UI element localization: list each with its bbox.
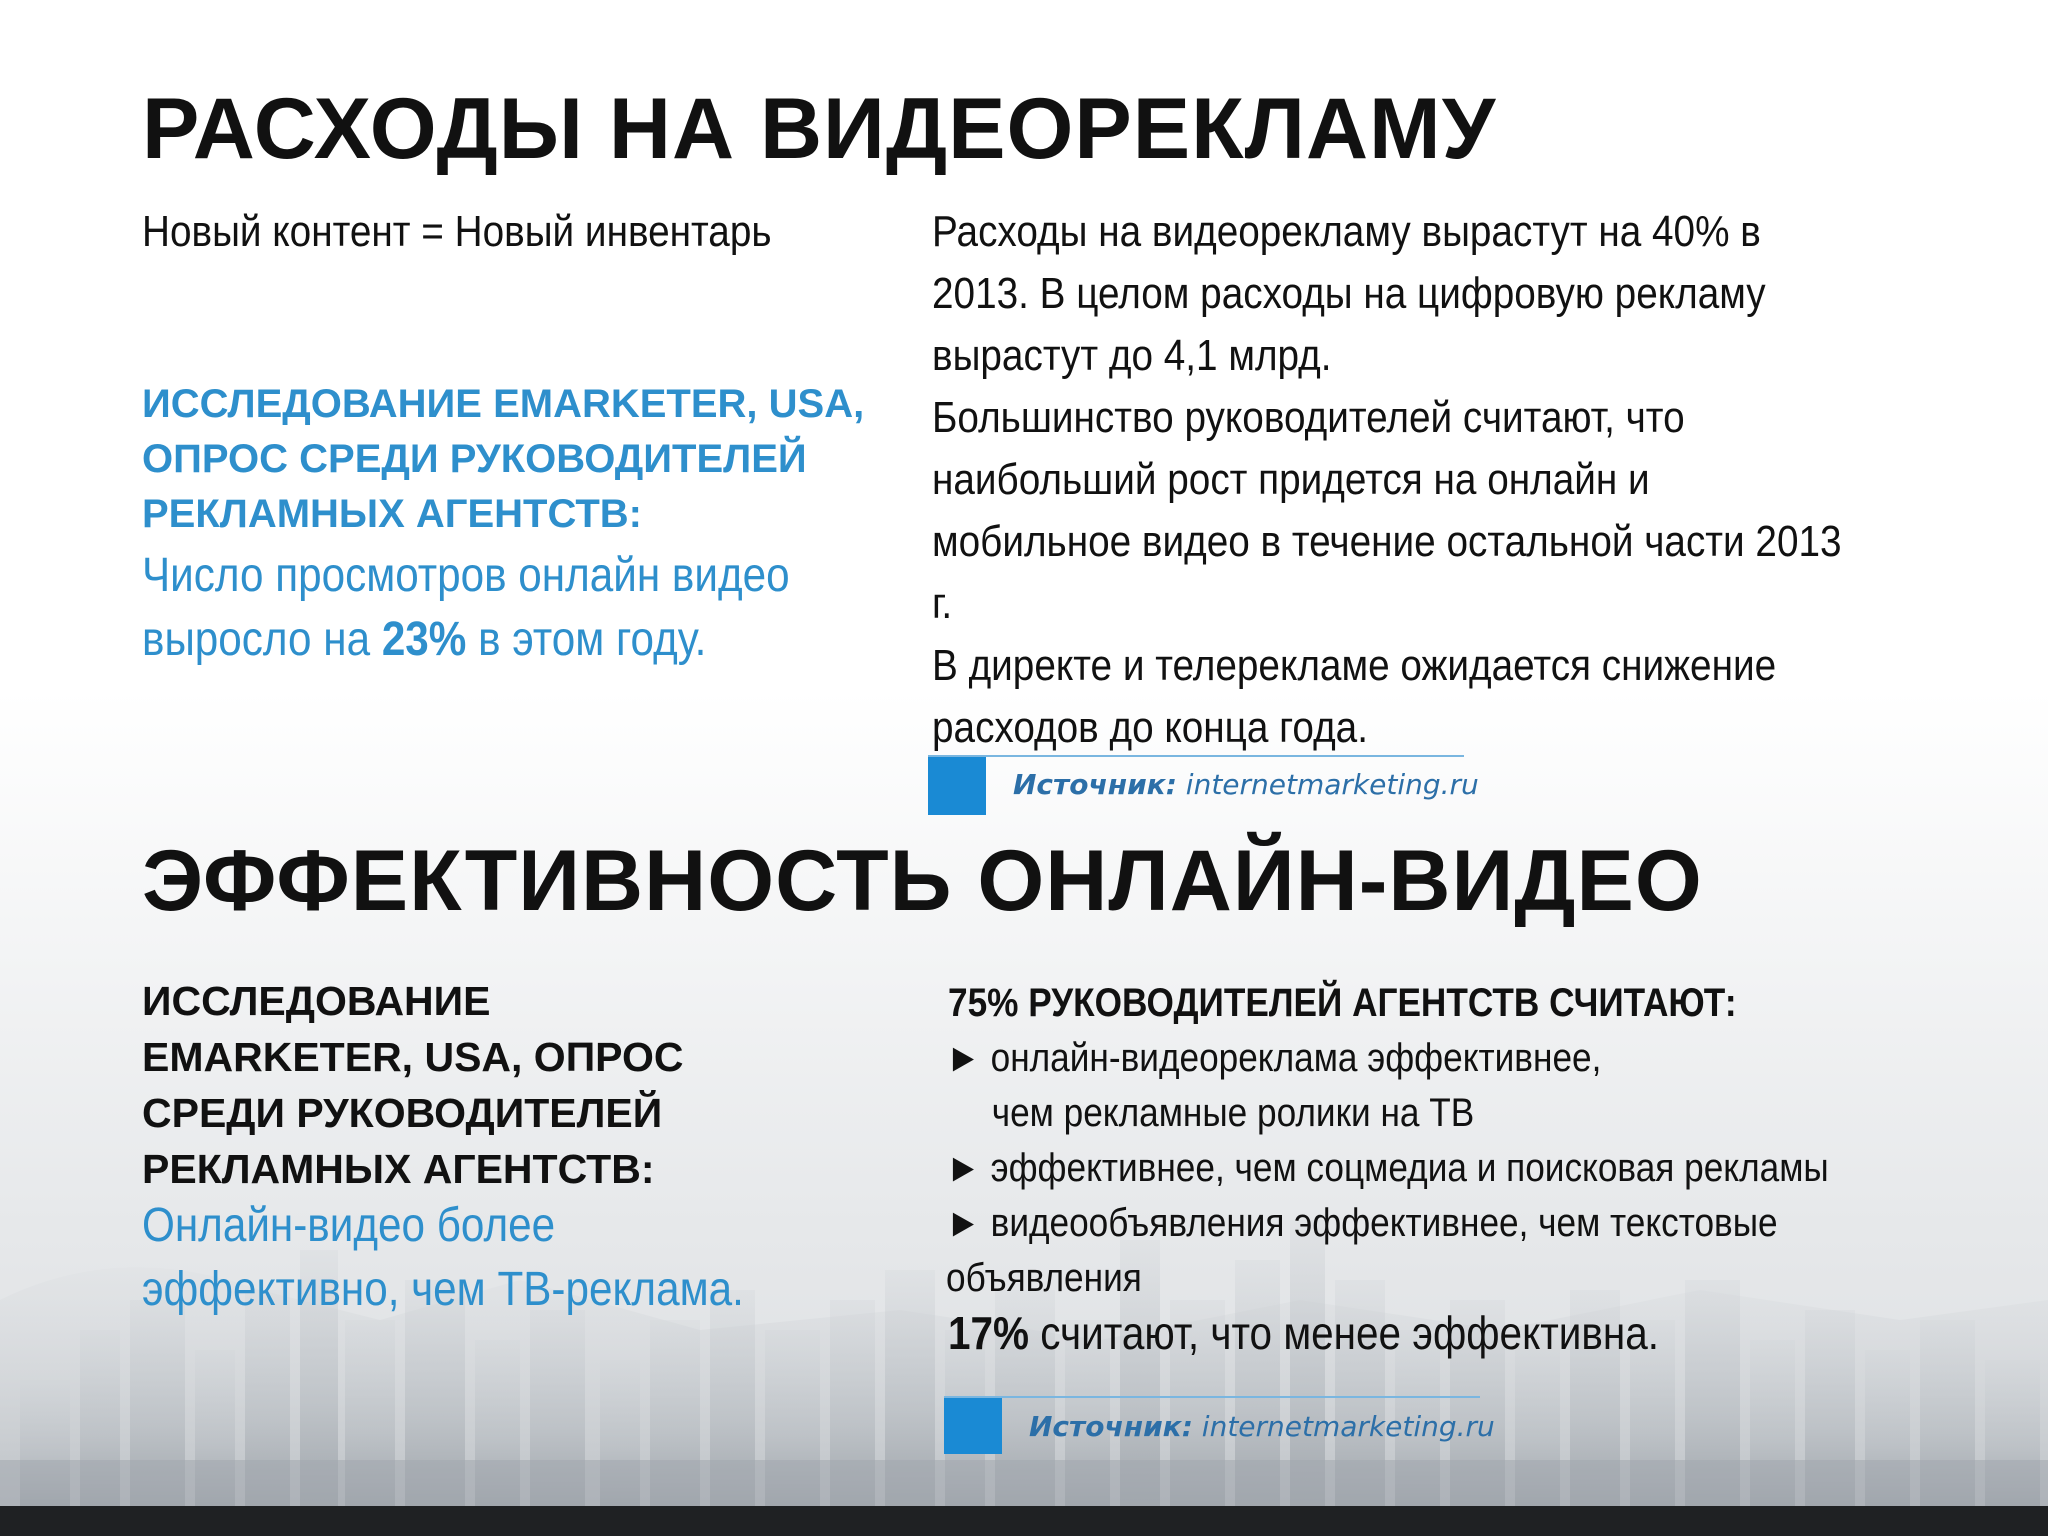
bullet-text: онлайн-видеореклама эффективнее, xyxy=(990,1036,1602,1080)
paragraph-line: Большинство руководителей считают, что xyxy=(932,393,1685,442)
research-heading-line: СРЕДИ РУКОВОДИТЕЛЕЙ xyxy=(142,1090,663,1136)
bullet-item xyxy=(946,1141,1829,1196)
conclusion-statement xyxy=(142,1194,744,1322)
stat-prefix: выросло на xyxy=(142,613,382,666)
final-value-17-percent: 17% xyxy=(948,1307,1030,1359)
bullet-arrow-icon: ► xyxy=(946,1201,981,1245)
paragraph-line: мобильное видео в течение остальной части 2013 xyxy=(932,517,1842,566)
views-growth-statement xyxy=(142,544,790,672)
bullet-arrow-icon: ► xyxy=(946,1036,981,1080)
final-text: считают, что менее эффективна. xyxy=(1029,1307,1659,1359)
research-heading xyxy=(142,973,683,1197)
paragraph-line: расходов до конца года. xyxy=(932,703,1368,752)
bullet-item-continuation: объявления xyxy=(946,1256,1142,1300)
paragraph-line: Расходы на видеорекламу вырастут на 40% в xyxy=(932,207,1761,256)
bullet-text: видеообъявления эффективнее, чем текстовые xyxy=(990,1201,1778,1245)
subtitle-new-content: Новый контент = Новый инвентарь xyxy=(142,207,772,256)
paragraph-line: наибольший рост придется на онлайн и xyxy=(932,455,1650,504)
source-value: internetmarketing.ru xyxy=(1176,768,1479,801)
research-heading-line: РЕКЛАМНЫХ АГЕНТСТВ: xyxy=(142,1146,655,1192)
stat-value-23-percent: 23% xyxy=(381,613,467,666)
bottom-bar xyxy=(0,1506,2048,1536)
bullet-item xyxy=(946,1196,1829,1251)
source-marker xyxy=(944,1398,1002,1454)
source-divider xyxy=(928,755,1464,757)
bullets-heading: 75% РУКОВОДИТЕЛЕЙ АГЕНТСТВ СЧИТАЮТ: xyxy=(948,981,1737,1025)
source-citation xyxy=(1013,768,1479,801)
paragraph-line: вырастут до 4,1 млрд. xyxy=(932,331,1332,380)
spending-forecast-text xyxy=(932,201,1842,759)
section-title-video-ad-spending: РАСХОДЫ НА ВИДЕОРЕКЛАМУ xyxy=(142,81,1497,177)
source-value: internetmarketing.ru xyxy=(1192,1410,1495,1443)
research-heading-line: ОПРОС СРЕДИ РУКОВОДИТЕЛЕЙ xyxy=(142,437,807,481)
source-label: Источник: xyxy=(1029,1410,1193,1443)
research-heading-line: РЕКЛАМНЫХ АГЕНТСТВ: xyxy=(142,492,642,536)
research-heading-line: EMARKETER, USA, ОПРОС xyxy=(142,1034,684,1080)
source-citation xyxy=(1029,1410,1495,1443)
source-marker xyxy=(928,757,986,815)
bullet-arrow-icon: ► xyxy=(946,1146,981,1190)
source-divider xyxy=(944,1396,1480,1398)
bullet-list xyxy=(946,1031,1829,1306)
conclusion-line: Онлайн-видео более xyxy=(142,1199,556,1252)
views-growth-line xyxy=(142,608,790,672)
source-label: Источник: xyxy=(1013,768,1177,801)
final-statement xyxy=(948,1302,1659,1364)
paragraph-line: В директе и телерекламе ожидается снижение xyxy=(932,641,1777,690)
stat-suffix: в этом году. xyxy=(466,613,707,666)
research-heading-line: ИССЛЕДОВАНИЕ EMARKETER, USA, xyxy=(142,382,865,426)
views-growth-line: Число просмотров онлайн видео xyxy=(142,549,790,602)
paragraph-line: 2013. В целом расходы на цифровую рекламу xyxy=(932,269,1766,318)
bullet-item-continuation: чем рекламные ролики на ТВ xyxy=(991,1091,1475,1135)
research-heading-line: ИССЛЕДОВАНИЕ xyxy=(142,978,491,1024)
section-title-video-effectiveness: ЭФФЕКТИВНОСТЬ ОНЛАЙН-ВИДЕО xyxy=(142,833,1703,929)
conclusion-line: эффективно, чем ТВ-реклама. xyxy=(142,1263,744,1316)
paragraph-line: г. xyxy=(932,579,953,628)
research-heading xyxy=(142,377,864,542)
bullet-text: эффективнее, чем соцмедиа и поисковая рекламы xyxy=(990,1146,1829,1190)
bullet-item xyxy=(946,1031,1829,1086)
